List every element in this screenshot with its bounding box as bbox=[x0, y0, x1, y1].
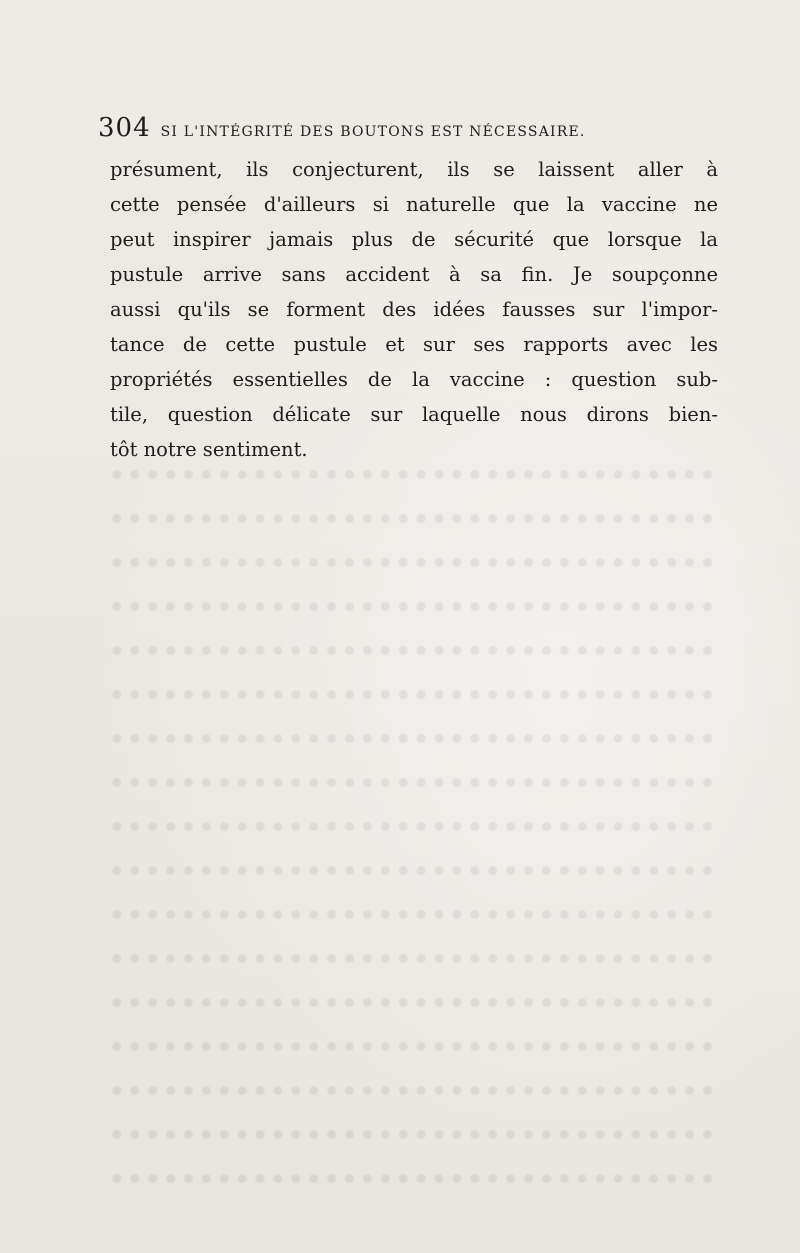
running-head bbox=[98, 113, 718, 143]
text-line: pustule arrive sans accident à sa fin. Je soupçonne bbox=[110, 263, 718, 286]
text-line: tance de cette pustule et sur ses rapports avec les bbox=[110, 333, 718, 356]
text-line: cette pensée d'ailleurs si naturelle que la vaccine ne bbox=[110, 193, 718, 216]
body-paragraph bbox=[110, 152, 718, 467]
text-line: peut inspirer jamais plus de sécurité que lorsque la bbox=[110, 228, 718, 251]
running-title: SI L'INTÉGRITÉ DES BOUTONS EST NÉCESSAIRE. bbox=[160, 124, 586, 140]
text-line: propriétés essentielles de la vaccine : question sub- bbox=[110, 368, 718, 391]
show-through-texture bbox=[112, 470, 712, 1090]
text-line: tôt notre sentiment. bbox=[110, 438, 308, 461]
text-line: tile, question délicate sur laquelle nous dirons bien- bbox=[110, 403, 718, 426]
text-line: présument, ils conjecturent, ils se laissent aller à bbox=[110, 158, 718, 181]
text-line: aussi qu'ils se forment des idées fausses sur l'impor- bbox=[110, 298, 718, 321]
page-number: 304 bbox=[98, 113, 151, 143]
